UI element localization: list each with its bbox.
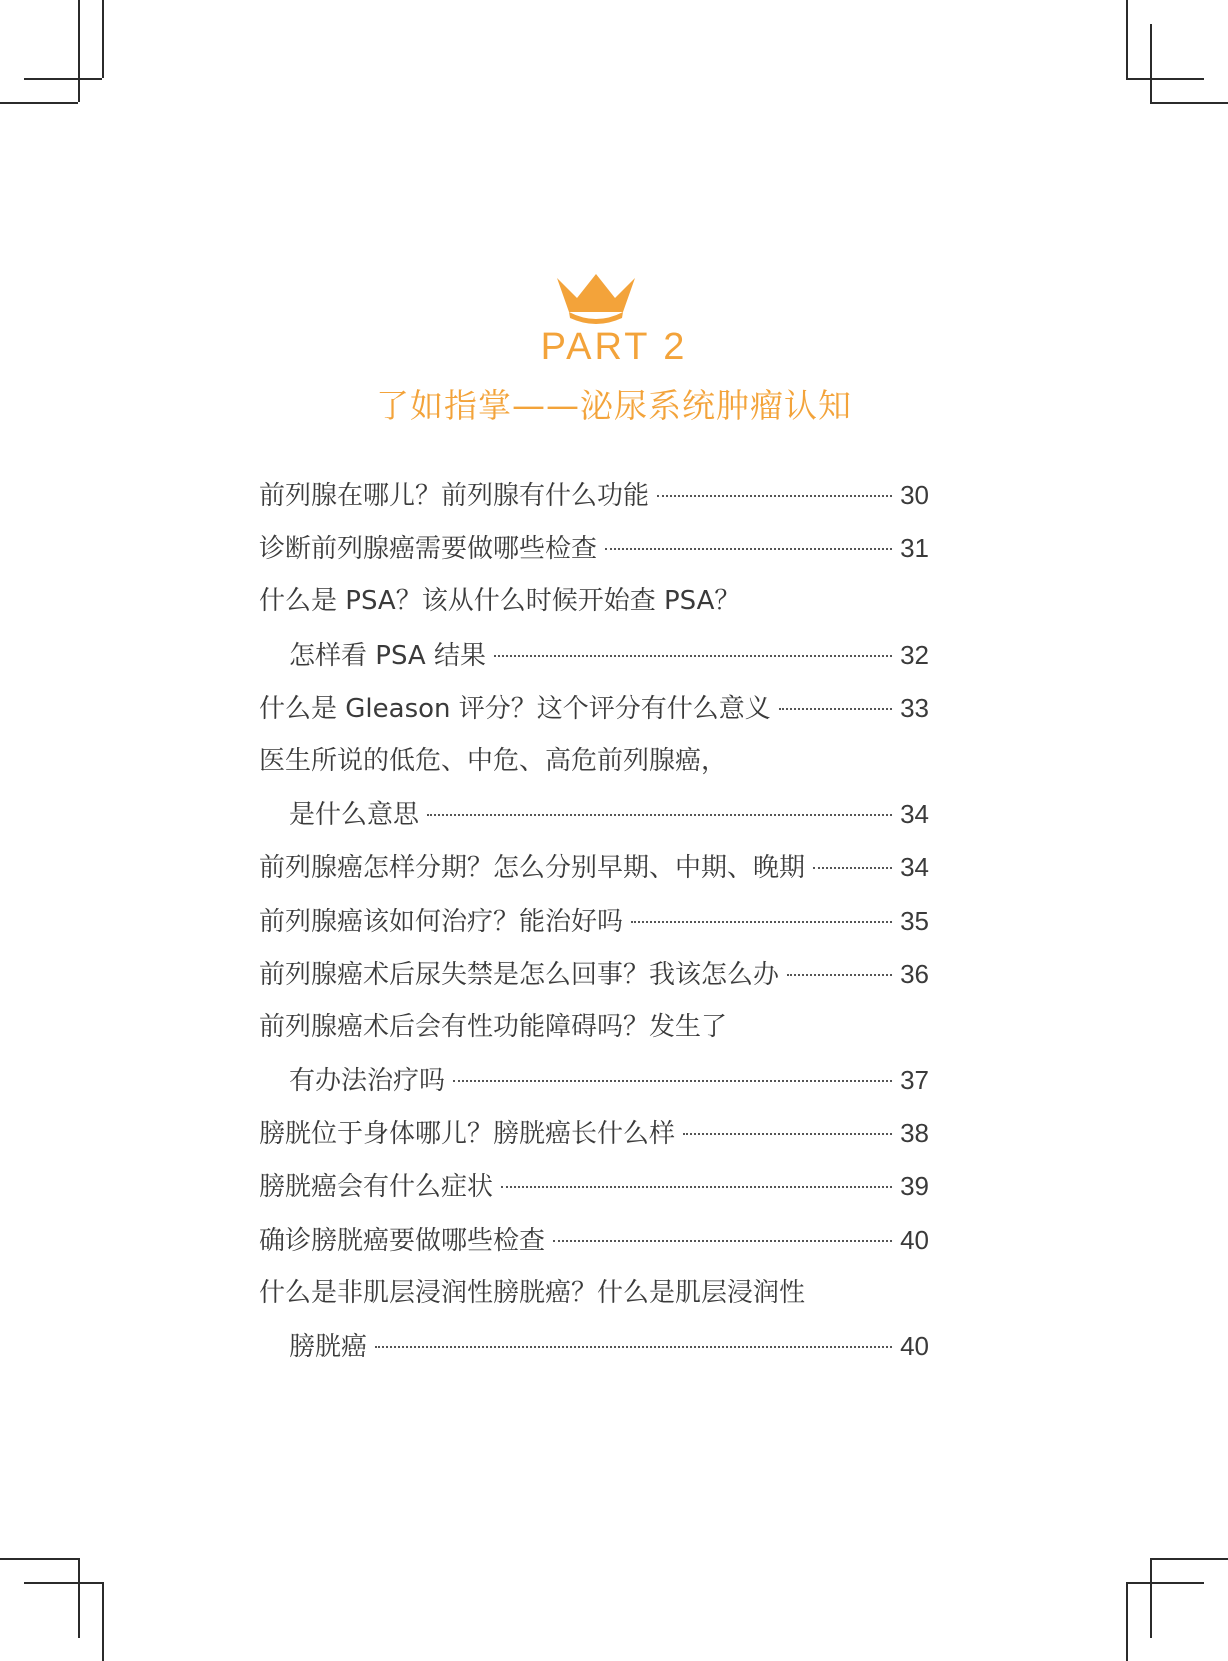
dot-leader	[453, 1080, 892, 1082]
toc-page-number: 30	[900, 480, 929, 510]
toc-page-number: 34	[900, 799, 929, 830]
toc-entry[interactable]	[259, 1267, 929, 1320]
toc-entry-title: 前列腺在哪儿？前列腺有什么功能	[259, 481, 650, 511]
toc-entry-title: 确诊膀胱癌要做哪些检查	[259, 1225, 546, 1256]
dot-leader	[605, 548, 892, 550]
toc-entry[interactable]	[259, 1160, 929, 1213]
crop-mark	[102, 1582, 104, 1661]
crop-mark	[1150, 1558, 1152, 1638]
crop-mark	[1126, 78, 1204, 80]
toc-entry[interactable]	[259, 1320, 929, 1373]
toc-page-number: 36	[900, 958, 929, 989]
dot-leader	[501, 1186, 892, 1188]
toc-entry-title: 有办法治疗吗	[289, 1066, 446, 1097]
crop-mark	[1126, 0, 1128, 78]
toc-entry[interactable]	[259, 735, 929, 788]
crop-mark	[1150, 102, 1228, 104]
toc-page-number: 40	[900, 1224, 929, 1255]
dot-leader	[813, 867, 892, 869]
toc-entry-title: 怎样看 PSA 结果	[289, 640, 486, 671]
toc-entry[interactable]	[259, 522, 929, 575]
toc-page-number: 31	[900, 533, 929, 564]
toc-entry[interactable]	[259, 788, 929, 841]
toc-entry-title: 前列腺癌该如何治疗？能治好吗	[259, 906, 624, 937]
crop-mark	[1150, 1558, 1228, 1560]
crop-mark	[1126, 1582, 1128, 1661]
toc-entry-title: 医生所说的低危、中危、高危前列腺癌，	[259, 745, 728, 776]
crop-mark	[1150, 24, 1152, 102]
dot-leader	[427, 814, 892, 816]
toc-entry-title: 是什么意思	[289, 800, 420, 831]
toc-entry-title: 前列腺癌术后尿失禁是怎么回事？我该怎么办	[259, 959, 780, 990]
toc-page-number: 34	[900, 852, 929, 883]
crop-mark	[1126, 1582, 1204, 1584]
toc-entry[interactable]	[259, 841, 929, 894]
toc-entry-title: 什么是 Gleason 评分？这个评分有什么意义	[259, 693, 771, 724]
dot-leader	[375, 1346, 892, 1348]
crop-mark	[0, 1558, 78, 1560]
toc-entry-title: 什么是 PSA？该从什么时候开始查 PSA？	[259, 586, 741, 617]
crop-mark	[24, 78, 102, 80]
toc-entry-title: 前列腺癌术后会有性功能障碍吗？发生了	[259, 1011, 728, 1042]
toc-entry-title: 膀胱癌会有什么症状	[259, 1172, 494, 1203]
toc-entry[interactable]	[259, 948, 929, 1001]
toc-entry-title: 什么是非肌层浸润性膀胱癌？什么是肌层浸润性	[259, 1277, 806, 1308]
part-label: PART 2	[540, 326, 688, 368]
toc-entry-title: 前列腺癌怎样分期？怎么分别早期、中期、晚期	[259, 853, 806, 884]
dot-leader	[631, 921, 892, 923]
crop-mark	[78, 0, 80, 102]
toc-entry[interactable]	[259, 575, 929, 628]
toc-entry[interactable]	[259, 1107, 929, 1160]
part-title: 了如指掌——泌尿系统肿瘤认知	[376, 386, 852, 425]
toc-page-number: 35	[900, 905, 929, 936]
dot-leader	[657, 495, 892, 497]
toc-entry[interactable]	[259, 1054, 929, 1107]
toc-page-number: 32	[900, 639, 929, 670]
dot-leader	[553, 1240, 892, 1242]
toc-page-number: 33	[900, 692, 929, 723]
toc-page-number: 38	[900, 1118, 929, 1149]
crop-mark	[78, 1558, 80, 1638]
dot-leader	[787, 974, 892, 976]
crop-mark	[24, 1582, 102, 1584]
toc-entry[interactable]	[259, 1001, 929, 1054]
toc-entry[interactable]	[259, 1214, 929, 1267]
dot-leader	[494, 655, 892, 657]
toc-page-number: 40	[900, 1331, 929, 1361]
toc-entry[interactable]	[259, 469, 929, 522]
table-of-contents	[259, 469, 929, 1373]
toc-entry[interactable]	[259, 629, 929, 682]
crown-icon	[555, 272, 637, 324]
crop-mark	[102, 0, 104, 78]
crop-mark	[0, 102, 78, 104]
dot-leader	[779, 708, 892, 710]
dot-leader	[683, 1133, 892, 1135]
toc-entry-title: 膀胱位于身体哪儿？膀胱癌长什么样	[259, 1119, 676, 1150]
toc-entry[interactable]	[259, 895, 929, 948]
toc-entry[interactable]	[259, 682, 929, 735]
toc-page-number: 37	[900, 1065, 929, 1096]
toc-page-number: 39	[900, 1171, 929, 1202]
toc-entry-title: 膀胱癌	[289, 1332, 368, 1362]
toc-entry-title: 诊断前列腺癌需要做哪些检查	[259, 534, 598, 565]
